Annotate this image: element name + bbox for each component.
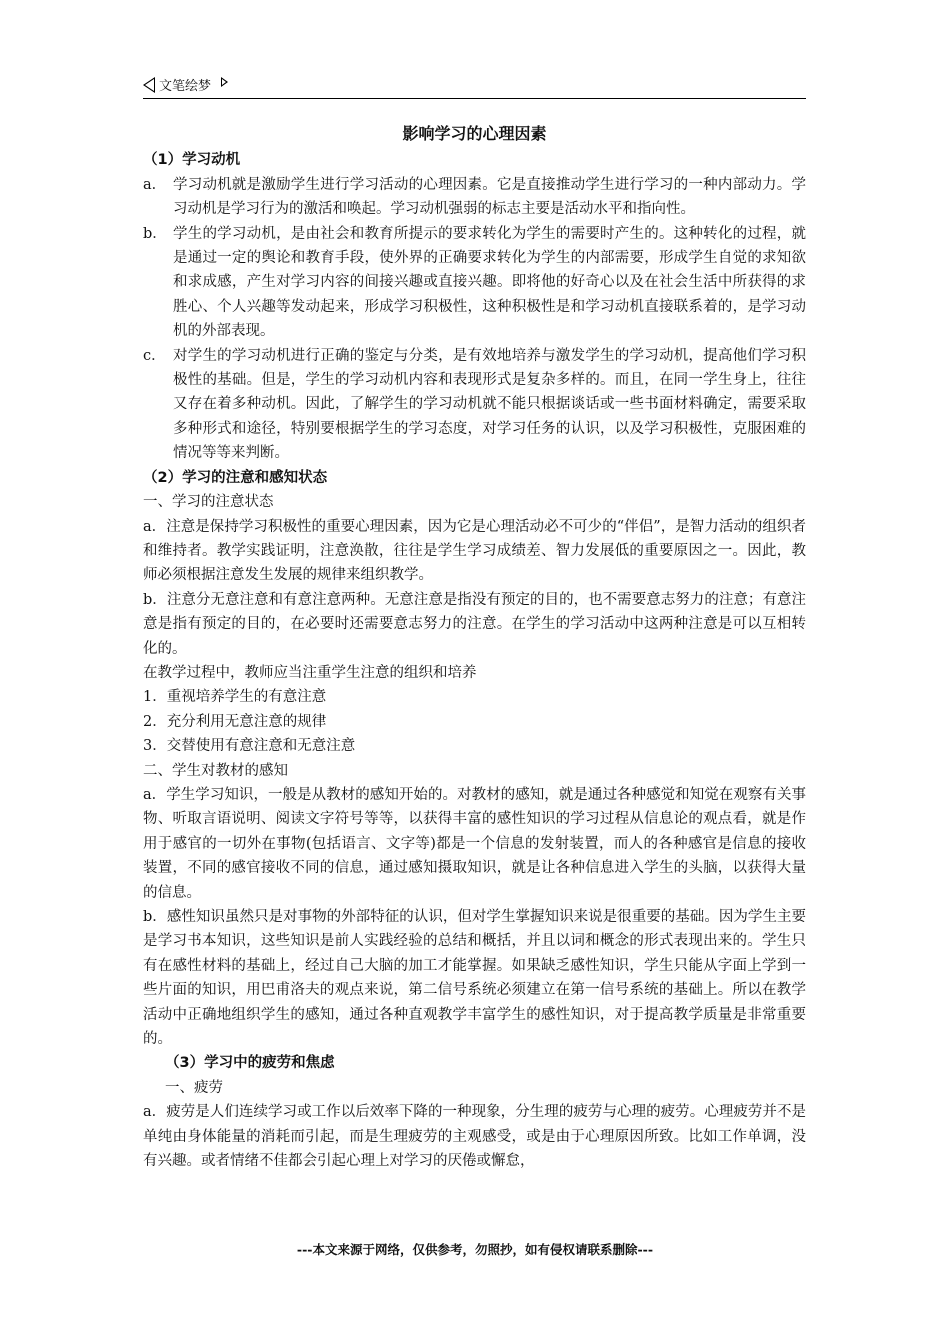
paragraph: b．注意分无意注意和有意注意两种。无意注意是指没有预定的目的，也不需要意志努力的注意；有意注意是指有预定的目的，在必要时还需要意志努力的注意。在学生的学习活动中这两种注意是可以互相转化的。 <box>143 591 806 657</box>
numbered-item: 2．充分利用无意注意的规律 <box>143 713 327 730</box>
paragraph: 在教学过程中，教师应当注重学生注意的组织和培养 <box>143 664 477 681</box>
paragraph: a．注意是保持学习积极性的重要心理因素，因为它是心理活动必不可少的“伴侣”，是智力活动的组织者和维持者。教学实践证明，注意涣散，往往是学生学习成绩差、智力发展低的重要原因之一。因此，教师必须根据注意发生发展的规律来组织教学。 <box>143 518 806 584</box>
page-header <box>143 74 806 99</box>
document-title: 影响学习的心理因素 <box>402 124 547 143</box>
left-triangle-icon <box>143 77 155 93</box>
paragraph: a．学生学习知识，一般是从教材的感知开始的。对教材的感知，就是通过各种感觉和知觉在观察有关事物、听取言语说明、阅读文字符号等等，以获得丰富的感性知识的学习过程从信息论的观点看，就是作用于感官的一切外在事物(包括语言、文字等)都是一个信息的发射装置，而人的各种感官是信息的接收装置，不同的感官接收不同的信息，通过感知摄取知识，就是让各种信息进入学生的头脑，以获得大量的信息。 <box>143 786 806 901</box>
numbered-item: 3．交替使用有意注意和无意注意 <box>143 738 356 755</box>
list-marker: a． <box>143 176 167 193</box>
right-triangle-icon <box>221 77 228 87</box>
list-item <box>143 222 806 344</box>
numbered-item: 1．重视培养学生的有意注意 <box>143 689 327 706</box>
list-item <box>143 173 806 222</box>
section-heading-3: （3）学习中的疲劳和焦虑 <box>165 1055 335 1072</box>
list-marker: c． <box>143 347 166 364</box>
list-text: 对学生的学习动机进行正确的鉴定与分类，是有效地培养与激发学生的学习动机，提高他们学习积极性的基础。但是，学生的学习动机内容和表现形式是复杂多样的。而且，在同一学生身上，往往又存在着多种动机。因此，了解学生的学习动机就不能只根据谈话或一些书面材料确定，需要采取多种形式和途径，特别要根据学生的学习态度，对学习任务的认识，以及学习积极性，克服困难的情况等等来判断。 <box>173 347 806 462</box>
subheading-attention: 一、学习的注意状态 <box>143 494 274 511</box>
document-body <box>143 122 806 1173</box>
list-text: 学习动机就是激励学生进行学习活动的心理因素。它是直接推动学生进行学习的一种内部动力。学习动机是学习行为的激活和唤起。学习动机强弱的标志主要是活动水平和指向性。 <box>173 176 806 218</box>
subheading-fatigue: 一、疲劳 <box>165 1079 223 1096</box>
subheading-perception: 二、学生对教材的感知 <box>143 762 288 779</box>
header-brand-group <box>143 75 228 94</box>
footer-disclaimer: ---本文来源于网络，仅供参考，勿照抄，如有侵权请联系删除--- <box>296 1242 654 1257</box>
paragraph: b．感性知识虽然只是对事物的外部特征的认识，但对学生掌握知识来说是很重要的基础。因为学生主要是学习书本知识，这些知识是前人实践经验的总结和概括，并且以词和概念的形式表现出来的。学生只有在感性材料的基础上，经过自己大脑的加工才能掌握。如果缺乏感性知识，学生只能从字面上学到一些片面的知识，用巴甫洛夫的观点来说，第二信号系统必须建立在第一信号系统的基础上。所以在教学活动中正确地组织学生的感知，通过各种直观教学丰富学生的感性知识，对于提高教学质量是非常重要的。 <box>143 909 806 1048</box>
list-item <box>143 344 806 466</box>
list-marker: b． <box>143 225 167 242</box>
paragraph: a．疲劳是人们连续学习或工作以后效率下降的一种现象，分生理的疲劳与心理的疲劳。心理疲劳并不是单纯由身体能量的消耗而引起，而是生理疲劳的主观感受，或是由于心理原因所致。比如工作单调，没有兴趣。或者情绪不佳都会引起心理上对学习的厌倦或懈怠， <box>143 1104 806 1170</box>
section-heading-2: （2）学习的注意和感知状态 <box>143 469 328 486</box>
header-brand: 文笔绘梦 <box>159 79 212 94</box>
list-text: 学生的学习动机，是由社会和教育所提示的要求转化为学生的需要时产生的。这种转化的过程，就是通过一定的舆论和教育手段，使外界的正确要求转化为学生的内部需要，形成学生自觉的求知欲和求成感，产生对学习内容的间接兴趣或直接兴趣。即将他的好奇心以及在社会生活中所获得的求胜心、个人兴趣等发动起来，形成学习积极性，这种积极性是和学习动机直接联系着的，是学习动机的外部表现。 <box>173 225 806 340</box>
section-heading-1: （1）学习动机 <box>143 152 241 169</box>
